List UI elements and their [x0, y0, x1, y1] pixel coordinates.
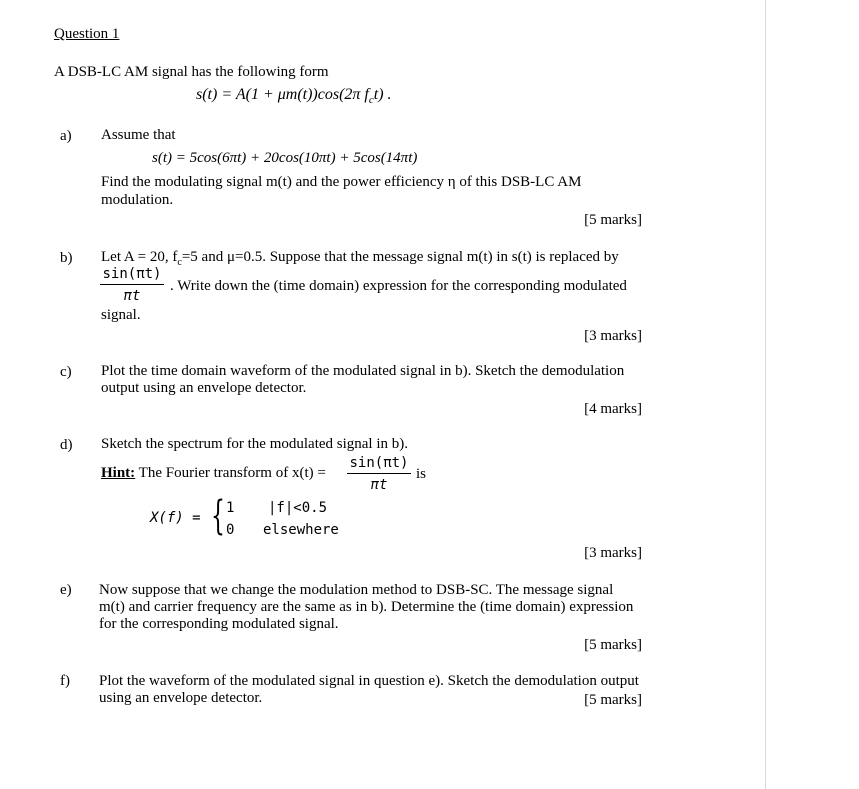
- part-b-line2: . Write down the (time domain) expression for the corresponding modulated: [170, 278, 627, 294]
- part-e-line2: m(t) and carrier frequency are the same as in b). Determine the (time domain) expression: [99, 599, 634, 615]
- part-d-fraction: [347, 455, 411, 493]
- case1-condition: |f|<0.5: [268, 500, 328, 516]
- case1-value: 1: [226, 500, 235, 516]
- part-b-label: b): [60, 250, 73, 266]
- part-d-fraction-numerator: sin(πt): [347, 455, 411, 474]
- part-e-line1: Now suppose that we change the modulation method to DSB-SC. The message signal: [99, 582, 614, 598]
- part-b-fraction: [100, 266, 164, 304]
- part-e-label: e): [60, 582, 72, 598]
- part-e-line3: for the corresponding modulated signal.: [99, 616, 339, 632]
- part-d-label: d): [60, 437, 73, 453]
- part-b-fraction-numerator: sin(πt): [100, 266, 164, 285]
- part-a-marks: [5 marks]: [584, 212, 642, 228]
- part-d-fraction-denominator: πt: [370, 477, 388, 493]
- piecewise-brace: {: [211, 493, 225, 539]
- part-b-line3: signal.: [101, 307, 141, 323]
- part-b-marks: [3 marks]: [584, 328, 642, 344]
- part-e-marks: [5 marks]: [584, 637, 642, 653]
- part-f-line1: Plot the waveform of the modulated signal in question e). Sketch the demodulation output: [99, 673, 639, 689]
- part-d-hint: Hint: The Fourier transform of x(t) =: [101, 465, 326, 481]
- part-d-hint-is: is: [416, 466, 427, 482]
- intro-text: A DSB-LC AM signal has the following form: [54, 64, 329, 80]
- part-c-line2: output using an envelope detector.: [101, 380, 307, 396]
- part-c-line1: Plot the time domain waveform of the modulated signal in b). Sketch the demodulation: [101, 363, 625, 379]
- part-d-marks: [3 marks]: [584, 545, 642, 561]
- case2-condition: elsewhere: [263, 522, 339, 538]
- part-a-equation: s(t) = 5cos(6πt) + 20cos(10πt) + 5cos(14πt): [152, 150, 418, 166]
- part-b-line1: Let A = 20, $f_c=5$ and μ=0.5. Suppose that the message signal m(t) in s(t) is replaced by: [101, 249, 619, 268]
- part-c-label: c): [60, 364, 72, 380]
- part-f-line2: using an envelope detector.: [99, 690, 263, 706]
- case2-value: 0: [226, 522, 235, 538]
- part-a-line3: modulation.: [101, 192, 174, 208]
- part-a-line1: Assume that: [101, 127, 176, 143]
- part-f-marks: [5 marks]: [584, 692, 642, 708]
- main-equation: s(t) = A(1 + μm(t))cos(2π $f_ct$) .: [196, 86, 392, 107]
- part-d-line1: Sketch the spectrum for the modulated signal in b).: [101, 436, 409, 452]
- part-c-marks: [4 marks]: [584, 401, 642, 417]
- part-b-fraction-denominator: πt: [123, 288, 141, 304]
- page-edge-divider: [765, 0, 766, 789]
- part-a-line2: Find the modulating signal m(t) and the power efficiency η of this DSB-LC AM: [101, 174, 582, 190]
- question-title: Question 1: [54, 26, 120, 42]
- part-d-xf: X(f) =: [150, 510, 201, 526]
- part-a-label: a): [60, 128, 72, 144]
- part-f-label: f): [60, 673, 70, 689]
